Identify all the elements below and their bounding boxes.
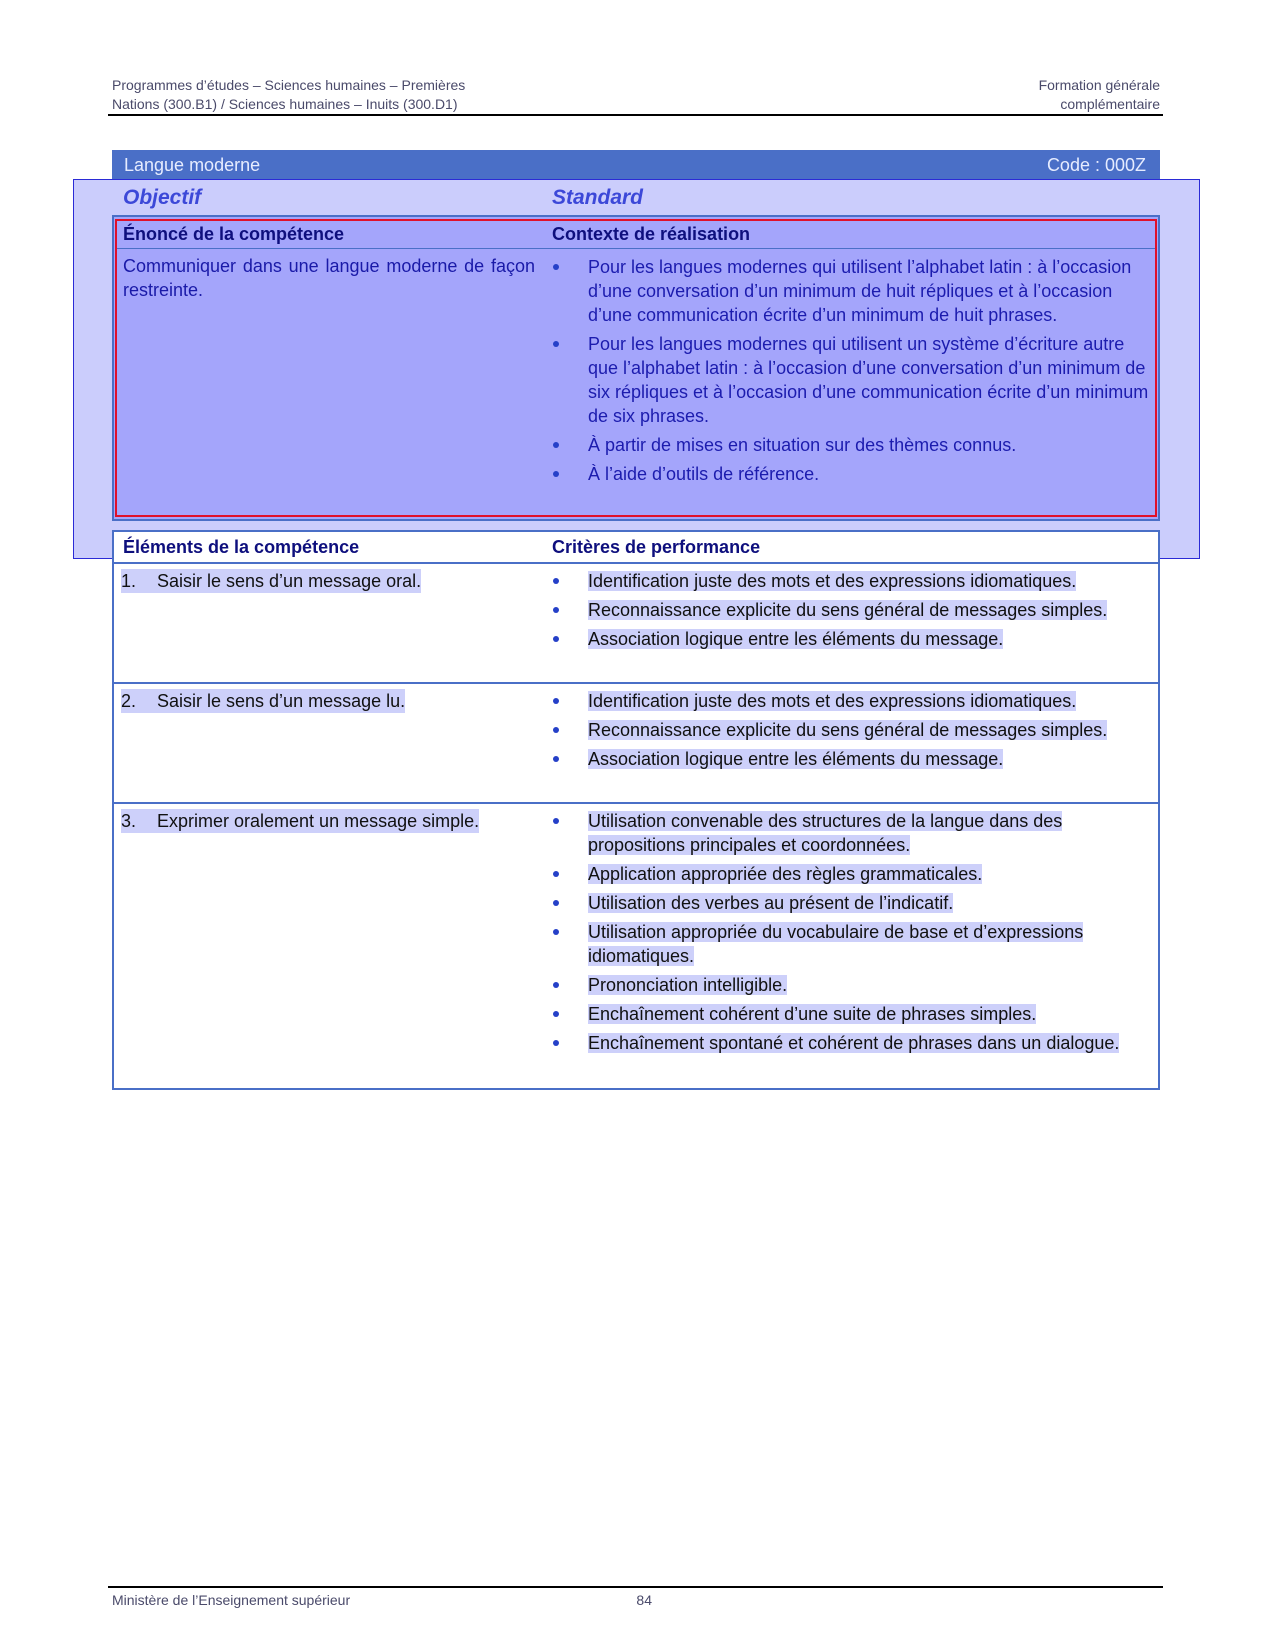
header-formation-line2: complémentaire <box>1060 96 1160 112</box>
bullet-icon <box>553 756 559 762</box>
critere-item: Utilisation appropriée du vocabulaire de base et d’expressions idiomatiques. <box>588 922 1084 966</box>
element-text: Saisir le sens d’un message lu. <box>157 691 406 711</box>
element-number: 2. <box>121 691 137 711</box>
bullet-icon <box>553 471 559 477</box>
element-3 <box>121 809 479 833</box>
bullet-icon <box>553 1011 559 1017</box>
bullet-icon <box>553 607 559 613</box>
element-2 <box>121 689 405 713</box>
element-1 <box>121 569 421 593</box>
critere-item: Identification juste des mots et des expressions idiomatiques. <box>588 691 1077 711</box>
contexte-header: Contexte de réalisation <box>552 224 751 244</box>
bullet-icon <box>553 636 559 642</box>
critere-item: Reconnaissance explicite du sens général de messages simples. <box>588 720 1108 740</box>
contexte-item: À l’aide d’outils de référence. <box>588 464 820 484</box>
row-divider <box>114 682 1158 684</box>
standard-label: Standard <box>552 186 644 209</box>
critere-item: Identification juste des mots et des expressions idiomatiques. <box>588 571 1077 591</box>
bullet-icon <box>553 698 559 704</box>
bullet-icon <box>553 929 559 935</box>
critere-item: Enchaînement cohérent d’une suite de phrases simples. <box>588 1004 1037 1024</box>
bullet-icon <box>553 900 559 906</box>
list-item <box>550 598 1150 622</box>
criteres-list-2 <box>550 689 1150 776</box>
running-header <box>112 76 1160 114</box>
list-item <box>550 809 1150 857</box>
list-item <box>550 569 1150 593</box>
header-formation-line1: Formation générale <box>1038 77 1160 93</box>
contexte-item: Pour les langues modernes qui utilisent l’alphabet latin : à l’occasion d’une conversation d’un minimum de huit répliques et à l’occasion d’une communication écrite d’un minimum de huit phrases. <box>588 257 1132 325</box>
subject-banner <box>112 150 1160 180</box>
criteres-list-3 <box>550 809 1150 1060</box>
bullet-icon <box>553 871 559 877</box>
list-item <box>550 862 1150 886</box>
footer-ministry: Ministère de l’Enseignement supérieur <box>112 1592 351 1608</box>
bullet-icon <box>553 982 559 988</box>
critere-item: Application appropriée des règles grammaticales. <box>588 864 983 884</box>
enonce-text: Communiquer dans une langue moderne de façon restreinte. <box>123 256 535 300</box>
elements-header: Éléments de la compétence <box>123 537 360 557</box>
header-program-line1: Programmes d’études – Sciences humaines – Premières <box>112 77 466 93</box>
enonce-header: Énoncé de la compétence <box>123 224 345 244</box>
list-item <box>550 747 1150 771</box>
element-text: Saisir le sens d’un message oral. <box>157 571 422 591</box>
header-rule <box>108 114 1163 116</box>
competence-header-divider <box>117 248 1155 249</box>
header-program-line2: Nations (300.B1) / Sciences humaines – Inuits (300.D1) <box>112 96 458 112</box>
list-item <box>550 332 1150 428</box>
critere-item: Prononciation intelligible. <box>588 975 788 995</box>
contexte-item: Pour les langues modernes qui utilisent un système d’écriture autre que l’alphabet latin : à l’occasion d’une conversation d’un minimum de six répliques et à l’occasion d’une communication écrite d’un minimum de six phrases. <box>588 334 1149 426</box>
page-footer <box>112 1592 652 1608</box>
element-number: 1. <box>121 571 137 591</box>
critere-item: Enchaînement spontané et cohérent de phrases dans un dialogue. <box>588 1033 1120 1053</box>
list-item <box>550 1002 1150 1026</box>
list-item <box>550 718 1150 742</box>
bullet-icon <box>553 264 559 270</box>
list-item <box>550 627 1150 651</box>
list-item <box>550 433 1150 457</box>
list-item <box>550 1031 1150 1055</box>
list-item <box>550 973 1150 997</box>
bullet-icon <box>553 442 559 448</box>
critere-item: Utilisation convenable des structures de la langue dans des propositions principales et coordonnées. <box>588 811 1063 855</box>
list-item <box>550 891 1150 915</box>
objectif-label: Objectif <box>123 186 202 209</box>
page-number: 84 <box>636 1592 652 1608</box>
list-item <box>550 462 1150 486</box>
row-divider <box>114 802 1158 804</box>
critere-item: Association logique entre les éléments du message. <box>588 749 1004 769</box>
bullet-icon <box>553 578 559 584</box>
element-text: Exprimer oralement un message simple. <box>157 811 480 831</box>
element-number: 3. <box>121 811 137 831</box>
criteres-list-1 <box>550 569 1150 656</box>
competency-code: Code : 000Z <box>1046 154 1146 175</box>
contexte-item: À partir de mises en situation sur des thèmes connus. <box>588 435 1017 455</box>
bullet-icon <box>553 1040 559 1046</box>
bullet-icon <box>553 727 559 733</box>
contexte-list <box>550 255 1150 491</box>
criteres-header: Critères de performance <box>552 537 761 557</box>
list-item <box>550 920 1150 968</box>
footer-rule <box>108 1586 1163 1588</box>
list-item <box>550 689 1150 713</box>
bullet-icon <box>553 818 559 824</box>
critere-item: Utilisation des verbes au présent de l’indicatif. <box>588 893 954 913</box>
list-item <box>550 255 1150 327</box>
performance-header-divider <box>114 562 1158 564</box>
critere-item: Association logique entre les éléments du message. <box>588 629 1004 649</box>
subject-title: Langue moderne <box>124 154 261 175</box>
bullet-icon <box>553 341 559 347</box>
critere-item: Reconnaissance explicite du sens général de messages simples. <box>588 600 1108 620</box>
